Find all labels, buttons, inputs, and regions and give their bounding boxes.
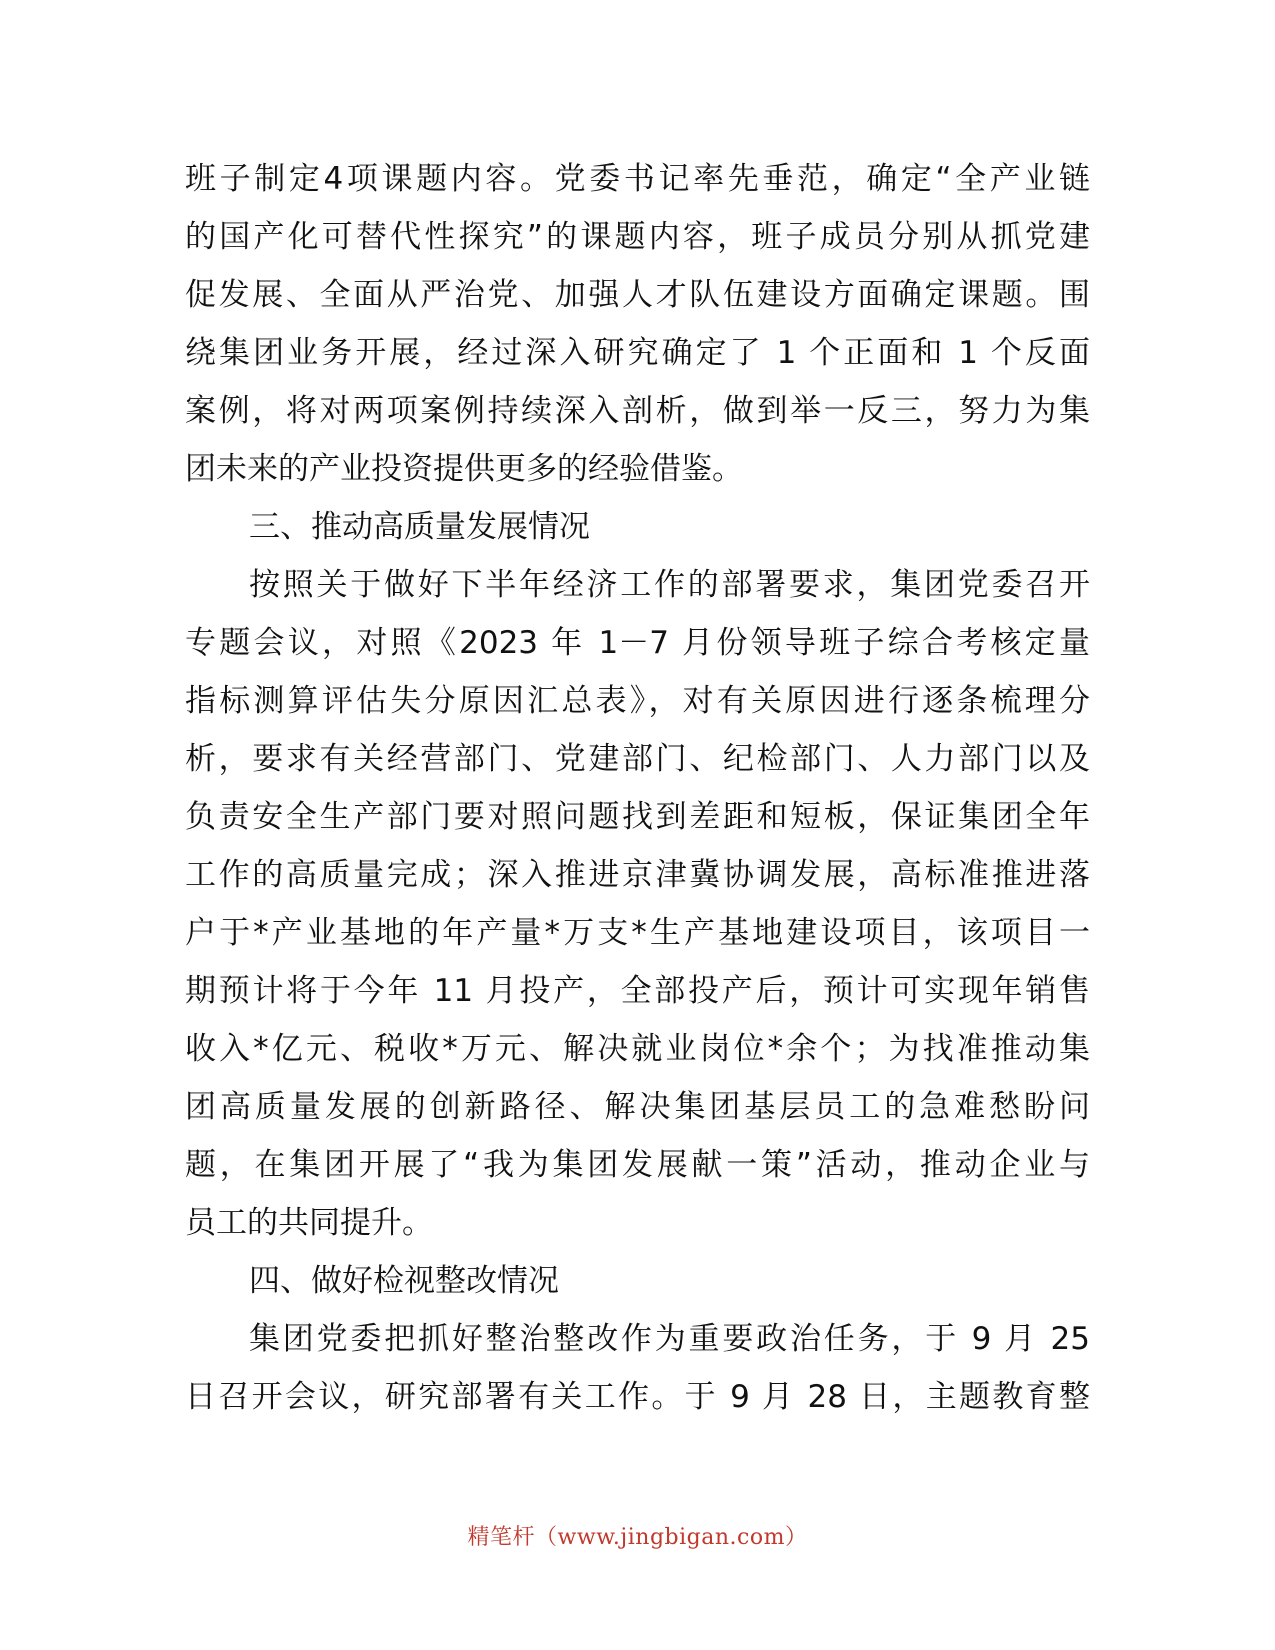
paragraph-line: 员工的共同提升。 — [185, 1205, 433, 1241]
paragraph-line: 日召开会议，研究部署有关工作。于 9 月 28 日，主题教育整 — [185, 1379, 1090, 1415]
paragraph-line: 班子制定4项课题内容。党委书记率先垂范，确定“全产业链 — [185, 161, 1090, 197]
paragraph-line: 期预计将于今年 11 月投产，全部投产后，预计可实现年销售 — [185, 973, 1090, 1009]
paragraph-line: 团未来的产业投资提供更多的经验借鉴。 — [185, 451, 743, 487]
paragraph-line: 工作的高质量完成；深入推进京津冀协调发展，高标准推进落 — [185, 857, 1090, 893]
paragraph-line: 的国产化可替代性探究”的课题内容，班子成员分别从抓党建 — [185, 219, 1090, 255]
paragraph-line: 析，要求有关经营部门、党建部门、纪检部门、人力部门以及 — [185, 741, 1090, 777]
section-heading: 三、推动高质量发展情况 — [249, 509, 590, 545]
paragraph-line: 促发展、全面从严治党、加强人才队伍建设方面确定课题。围 — [185, 277, 1090, 313]
paragraph-line: 集团党委把抓好整治整改作为重要政治任务，于 9 月 25 — [249, 1321, 1090, 1357]
paragraph-line: 题，在集团开展了“我为集团发展献一策”活动，推动企业与 — [185, 1147, 1090, 1183]
paragraph-line: 负责安全生产部门要对照问题找到差距和短板，保证集团全年 — [185, 799, 1090, 835]
section-heading: 四、做好检视整改情况 — [249, 1263, 559, 1299]
paragraph-line: 团高质量发展的创新路径、解决集团基层员工的急难愁盼问 — [185, 1089, 1090, 1125]
document-body — [185, 150, 1090, 1426]
paragraph-line: 户于*产业基地的年产量*万支*生产基地建设项目，该项目一 — [185, 915, 1090, 951]
paragraph-line: 收入*亿元、税收*万元、解决就业岗位*余个；为找准推动集 — [185, 1031, 1090, 1067]
paragraph-line: 按照关于做好下半年经济工作的部署要求，集团党委召开 — [249, 567, 1090, 603]
paragraph-line: 专题会议，对照《2023 年 1－7 月份领导班子综合考核定量 — [185, 625, 1090, 661]
paragraph-line: 案例，将对两项案例持续深入剖析，做到举一反三，努力为集 — [185, 393, 1090, 429]
footer-watermark-text: 精笔杆（www.jingbigan.com） — [467, 1525, 808, 1550]
paragraph-line: 指标测算评估失分原因汇总表》，对有关原因进行逐条梳理分 — [185, 683, 1090, 719]
paragraph-line: 绕集团业务开展，经过深入研究确定了 1 个正面和 1 个反面 — [185, 335, 1090, 371]
